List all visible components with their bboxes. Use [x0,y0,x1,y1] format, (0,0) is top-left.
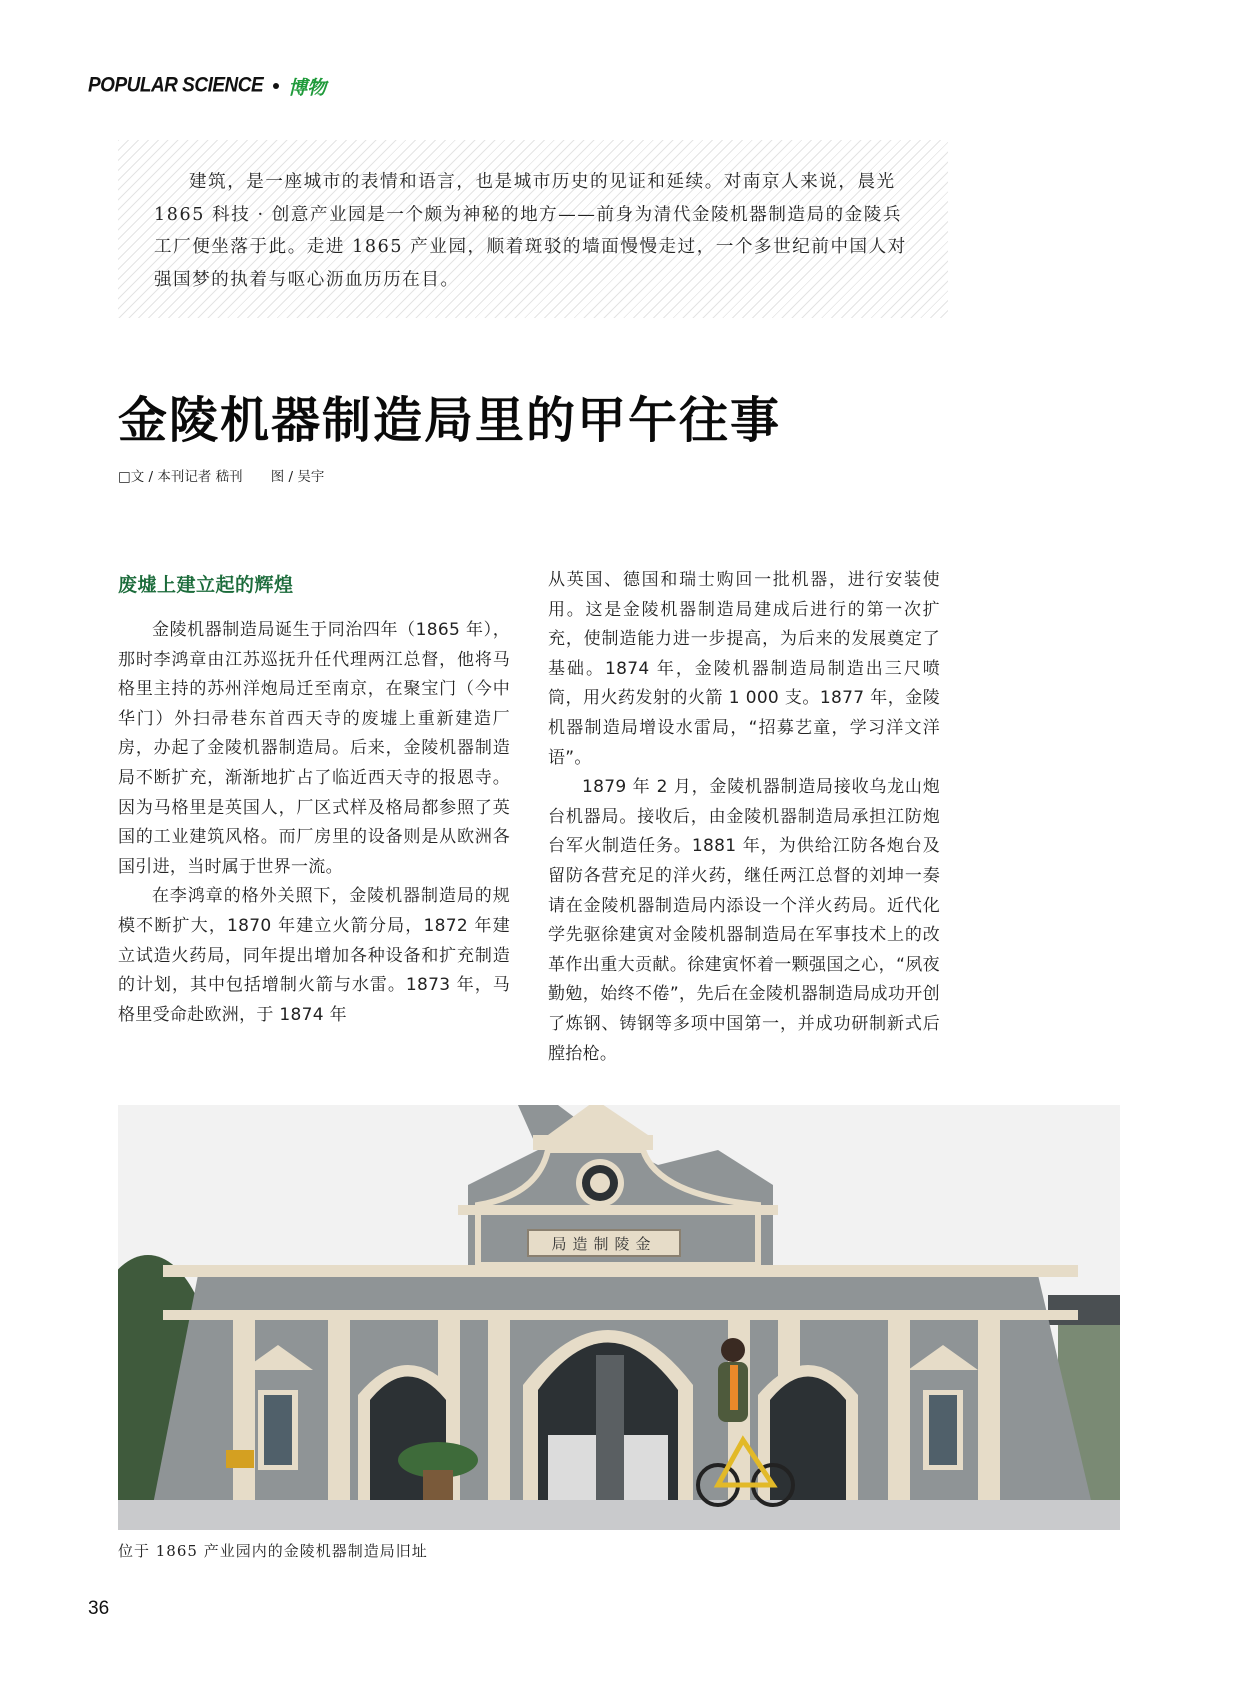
photo-caption: 位于 1865 产业园内的金陵机器制造局旧址 [118,1542,428,1560]
section-heading: 废墟上建立起的辉煌 [118,574,294,596]
byline [118,465,324,485]
byline-author: □文 / 本刊记者 嵇刊 [118,469,243,485]
byline-photographer: 图 / 吴宇 [270,469,325,485]
body-paragraph: 从英国、德国和瑞士购回一批机器，进行安装使用。这是金陵机器制造局建成后进行的第一次扩充，使制造能力进一步提高，为后来的发展奠定了基础。1874 年，金陵机器制造局制造出三尺喷筒，用火药发射的火箭 1 000 支。1877 年，金陵机器制造局增设水雷局，“招募艺童，学习洋文洋语”。 [548,570,940,768]
intro-box [118,140,948,318]
jinling-arsenal-gate-illustration [118,1105,1120,1530]
body-paragraph: 在李鸿章的格外关照下，金陵机器制造局的规模不断扩大，1870 年建立火箭分局，1872 年建立试造火药局，同年提出增加各种设备和扩充制造的计划，其中包括增制火箭与水雷。1873 年，马格里受命赴欧洲，于 1874 年 [118,886,510,1025]
body-paragraph: 金陵机器制造局诞生于同治四年（1865 年），那时李鸿章由江苏巡抚升任代理两江总督，他将马格里主持的苏州洋炮局迁至南京，在聚宝门（今中华门）外扫帚巷东首西天寺的废墟上重新建造厂房，办起了金陵机器制造局。后来，金陵机器制造局不断扩充，渐渐地扩占了临近西天寺的报恩寺。因为马格里是英国人，厂区式样及格局都参照了英国的工业建筑风格。而厂房里的设备则是从欧洲各国引进，当时属于世界一流。 [118,620,510,877]
intro-text: 建筑，是一座城市的表情和语言，也是城市历史的见证和延续。对南京人来说，晨光 1865 科技 · 创意产业园是一个颇为神秘的地方——前身为清代金陵机器制造局的金陵兵工厂便坐落于此。走进 1865 产业园，顺着斑驳的墙面慢慢走过，一个多世纪前中国人对强国梦的执着与呕心沥血历历在目。 [154,172,907,290]
column-left [118,560,510,1030]
separator-dot-icon [273,83,279,89]
article-title: 金陵机器制造局里的甲午往事 [118,392,782,449]
running-head [88,72,326,100]
gate-inscription: 局造制陵金 [551,1235,657,1253]
gate-photo [118,1105,1120,1530]
body-paragraph: 1879 年 2 月，金陵机器制造局接收乌龙山炮台机器局。接收后，由金陵机器制造局承担江防炮台军火制造任务。1881 年，为供给江防各炮台及留防各营充足的洋火药，继任两江总督的刘坤一奏请在金陵机器制造局内添设一个洋火药局。近代化学先驱徐建寅对金陵机器制造局在军事技术上的改革作出重大贡献。徐建寅怀着一颗强国之心，“夙夜勤勉，始终不倦”，先后在金陵机器制造局成功开创了炼钢、铸钢等多项中国第一，并成功研制新式后膛抬枪。 [548,777,940,1064]
section-label-en: POPULAR SCIENCE [88,73,264,98]
page-number: 36 [88,1598,110,1619]
section-label-cn: 博物 [288,76,327,99]
column-right [548,566,940,1069]
